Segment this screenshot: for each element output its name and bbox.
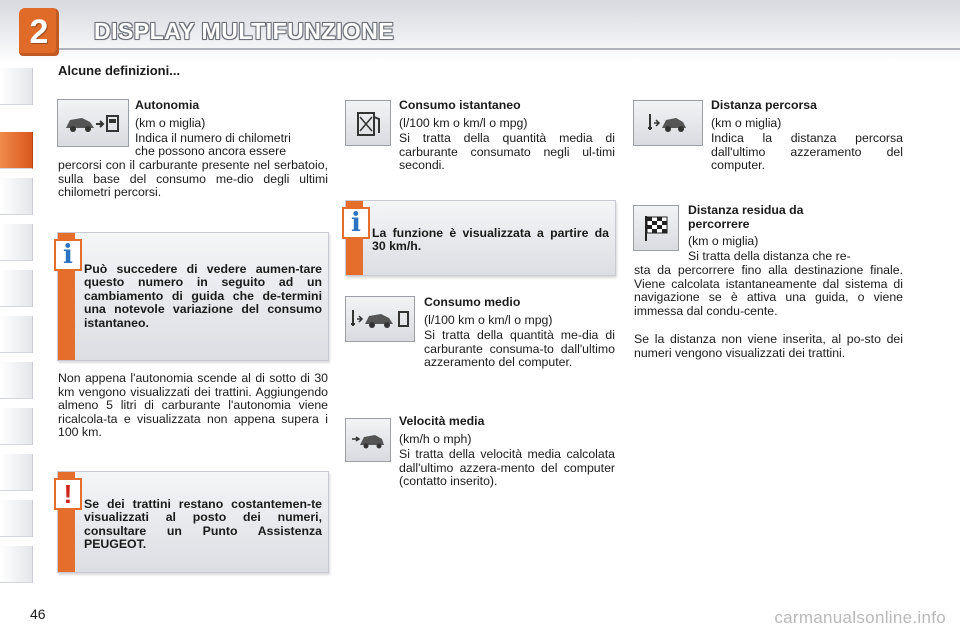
fuel-pump-icon: [345, 100, 391, 146]
page-title: DISPLAY MULTIFUNZIONE: [94, 18, 395, 44]
side-tab-2-active[interactable]: [0, 132, 33, 169]
info-icon: i: [342, 207, 370, 239]
info-note-speed: [345, 200, 616, 276]
autonomia-desc-rest: percorsi con il carburante presente nel serbatoio, sulla base del consumo me-dio degli ultimi chilometri percorsi.: [58, 158, 328, 200]
side-tab-1[interactable]: [0, 68, 33, 105]
velocita-media-unit: (km/h o mph): [399, 432, 472, 446]
warning-note: [57, 471, 329, 573]
info-note-speed-text: La funzione è visualizzata a partire da 30 km/h.: [372, 226, 609, 254]
consumo-medio-unit: (l/100 km o km/l o mpg): [424, 313, 553, 327]
consumo-medio-desc: Si tratta della quantità me-dia di carburante consuma-to dall'ultimo azzeramento del computer.: [424, 328, 615, 370]
chapter-side-tabs: [0, 62, 34, 582]
fuel-range-car-icon: [57, 99, 129, 147]
page-number: 46: [30, 606, 46, 622]
warning-note-text: Se dei trattini restano costantemen-te visualizzati al posto dei numeri, consultare un Punto Assistenza PEUGEOT.: [84, 497, 322, 552]
page-header: [0, 0, 960, 62]
distance-car-icon: [633, 100, 703, 146]
average-consumption-icon: [345, 296, 415, 342]
distanza-residua-desc-rest: sta da percorrere fino alla destinazione finale. Viene calcolata istantaneamente dal sistema di navigazione se è attiva una guida, o viene immessa dal condu-cente.: [634, 263, 903, 318]
consumo-medio-title: Consumo medio: [424, 295, 521, 309]
distanza-percorsa-unit: (km o miglia): [711, 116, 782, 130]
chapter-number: 2: [29, 12, 49, 51]
info-note-consumption: [57, 232, 329, 361]
side-tab-11[interactable]: [0, 546, 33, 583]
autonomia-unit: (km o miglia): [135, 116, 206, 130]
side-tab-7[interactable]: [0, 362, 33, 399]
distanza-residua-desc-2: Se la distanza non viene inserita, al po-sto dei numeri vengono visualizzati dei trattini.: [634, 332, 903, 360]
watermark: carmanualsonline.info: [774, 608, 946, 627]
side-tab-8[interactable]: [0, 408, 33, 445]
consumo-istantaneo-title: Consumo istantaneo: [399, 98, 521, 112]
autonomia-desc-line-1: Indica il numero di chilometri: [135, 131, 291, 145]
side-tab-10[interactable]: [0, 500, 33, 537]
distanza-residua-unit: (km o miglia): [688, 234, 759, 248]
side-tab-6[interactable]: [0, 316, 33, 353]
distanza-residua-desc-line-1: Si tratta della distanza che re-: [688, 249, 851, 263]
consumo-istantaneo-desc: Si tratta della quantità media di carburante consumato negli ul-timi secondi.: [399, 131, 615, 173]
side-tab-3[interactable]: [0, 178, 33, 215]
info-note-text: Può succedere di vedere aumen-tare questo numero in seguito ad un cambiamento di guida che de-termini una notevole variazione del consumo istantaneo.: [84, 262, 322, 330]
warning-icon: !: [54, 478, 82, 510]
info-icon: i: [54, 239, 82, 271]
distanza-percorsa-desc: Indica la distanza percorsa dall'ultimo azzeramento del computer.: [711, 131, 903, 173]
consumo-istantaneo-unit: (l/100 km o km/l o mpg): [399, 116, 528, 130]
chapter-badge: [19, 8, 59, 56]
distanza-residua-title: Distanza residua da percorrere: [688, 203, 804, 231]
velocita-media-title: Velocità media: [399, 414, 485, 428]
autonomia-desc-line-2: che possono ancora essere: [135, 144, 287, 158]
side-tab-9[interactable]: [0, 454, 33, 491]
side-tab-4[interactable]: [0, 224, 33, 261]
header-rule: [52, 48, 960, 50]
checkered-flag-icon: [633, 205, 679, 251]
section-title: Alcune definizioni...: [58, 63, 181, 78]
distanza-percorsa-title: Distanza percorsa: [711, 98, 817, 112]
autonomia-title: Autonomia: [135, 98, 200, 112]
average-speed-car-icon: [345, 418, 391, 462]
side-tab-5[interactable]: [0, 270, 33, 307]
body-paragraph: Non appena l'autonomia scende al di sotto di 30 km vengono visualizzati dei trattini. Aggiungendo almeno 5 litri di carburante l'autonomia viene ricalcola-ta e visualizzata non appena supera i 100 km.: [58, 371, 328, 440]
velocita-media-desc: Si tratta della velocità media calcolata dall'ultimo azzera-mento del computer (contatto inserito).: [399, 447, 615, 489]
